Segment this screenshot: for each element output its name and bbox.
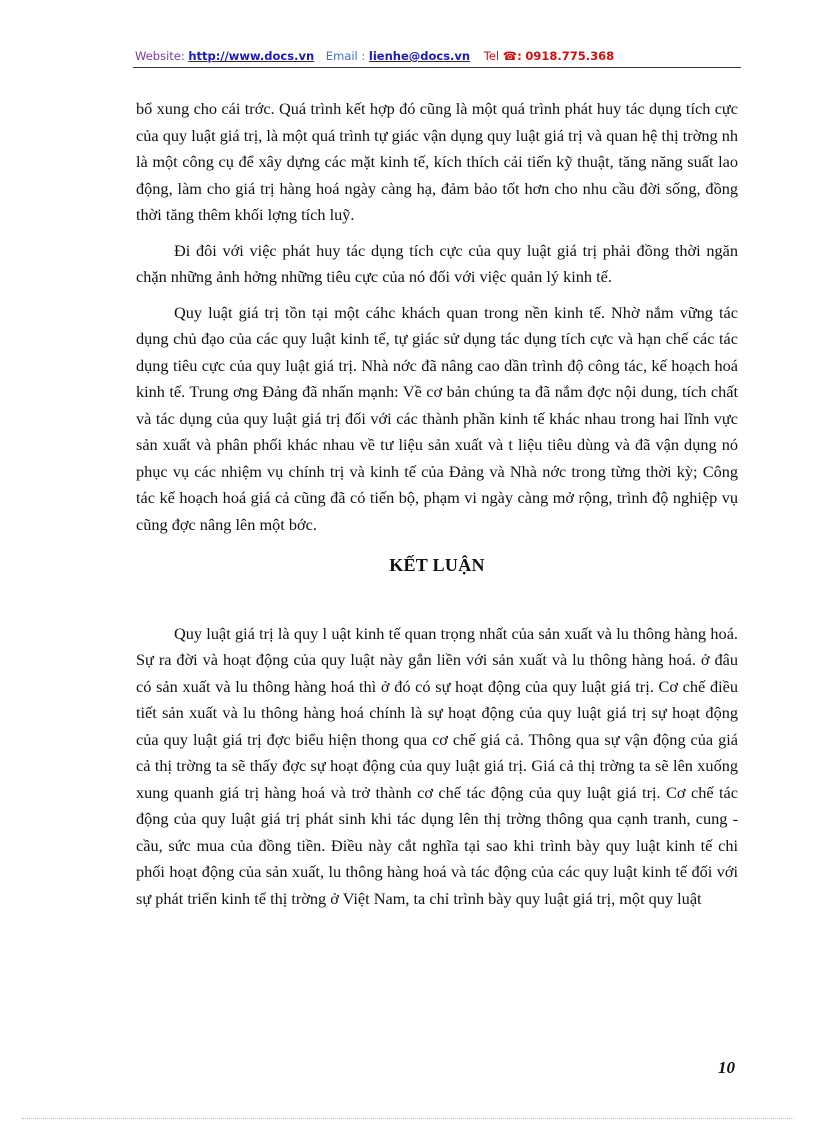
website-link[interactable]: http://www.docs.vn (188, 49, 315, 63)
phone-icon: ☎: (502, 49, 522, 63)
website-label: Website: (135, 49, 185, 63)
page-bottom-border (22, 1118, 794, 1119)
page-header (135, 49, 614, 63)
email-link[interactable]: lienhe@docs.vn (368, 49, 471, 63)
email-label: Email : (325, 49, 366, 63)
paragraph-1: bổ xung cho cái trớc. Quá trình kết hợp đó cũng là một quá trình phát huy tác dụng tích cực của quy luật giá trị, là một quá trình tự giác vận dụng quy luật giá trị và quan hệ thị trờng nh là một công cụ để xây dựng các mặt kinh tế, kích thích cải tiến kỹ thuật, tăng năng suất lao động, làm cho giá trị hàng hoá ngày càng hạ, đảm bảo tốt hơn cho nhu cầu đời sống, đồng thời tăng thêm khối lợng tích luỹ. (136, 99, 738, 224)
conclusion-title: KẾT LUẬN (389, 555, 485, 575)
document-body (136, 96, 738, 921)
header-divider (133, 67, 741, 68)
tel-number: 0918.775.368 (525, 49, 615, 63)
tel-info (484, 49, 614, 63)
conclusion-paragraph: Quy luật giá trị là quy l uật kinh tế quan trọng nhất của sản xuất và lu thông hàng hoá. Sự ra đời và hoạt động của quy luật này gắn liền với sản xuất và lu thông hàng hoá. ở đâu có sản xuất và lu thông hàng hoá thì ở đó có sự hoạt động của quy luật giá trị. Cơ chế điều tiết sản xuất và lu thông hàng hoá chính là sự hoạt động của quy luật giá trị sự hoạt động của quy luật giá trị đợc biểu hiện thong qua cơ chế giá cả. Thông qua sự vận động của giá cả thị trờng ta sẽ thấy đợc sự hoạt động của quy luật giá trị. Giá cả thị trờng ta sẽ lên xuống xung quanh giá trị hàng hoá và trở thành cơ chế tác động của quy luật giá trị. Cơ chế tác động của quy luật giá trị phát sinh khi tác dụng lên thị trờng thông qua cạnh tranh, cung - cầu, sức mua của đồng tiền. Điều này cắt nghĩa tại sao khi trình bày quy luật kinh tế chi phối hoạt động của sản xuất, lu thông hàng hoá và tác động của các quy luật kinh tế đối với sự phát triển kinh tế thị trờng ở Việt Nam, ta chỉ trình bày quy luật giá trị, một quy luật (136, 623, 738, 908)
tel-label: Tel (483, 49, 500, 63)
page-number: 10 (718, 1058, 735, 1077)
paragraph-2: Đi đôi với việc phát huy tác dụng tích cực của quy luật giá trị phải đồng thời ngăn chặn những ảnh hởng những tiêu cực của nó đối với việc quản lý kinh tế. (136, 240, 738, 286)
paragraph-3: Quy luật giá trị tồn tại một cáhc khách quan trong nền kinh tế. Nhờ nắm vững tác dụng chủ đạo của các quy luật kinh tế, tự giác sử dụng tác dụng tích cực và hạn chế các tác dụng tiêu cực của quy luật giá trị. Nhà nớc đã nâng cao dần trình độ công tác, kế hoạch hoá kinh tế. Trung ơng Đảng đã nhấn mạnh: Về cơ bản chúng ta đã nắm đợc nội dung, tích chất và tác dụng của quy luật giá trị đối với các thành phần kinh tế khác nhau trong hai lĩnh vực sản xuất và phân phối khác nhau về tư liệu sản xuất và t liệu tiêu dùng và đã vận dụng nó phục vụ các nhiệm vụ chính trị và kinh tế của Đảng và Nhà nớc trong từng thời kỳ; Công tác kế hoạch hoá giá cả cũng đã có tiến bộ, phạm vi ngày càng mở rộng, trình độ nghiệp vụ cũng đợc nâng lên một bớc. (136, 302, 738, 534)
